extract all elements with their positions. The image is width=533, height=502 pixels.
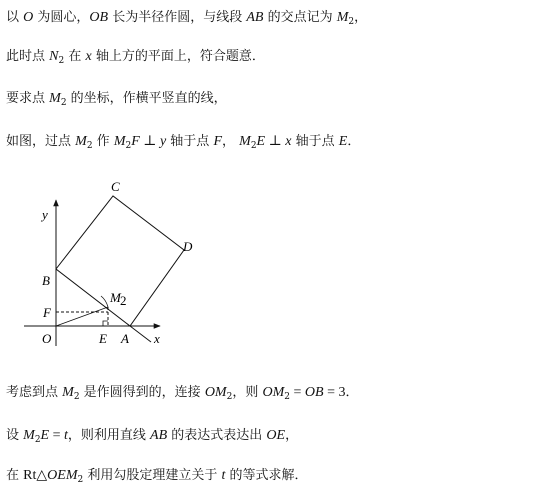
text-segment: t [221, 468, 226, 483]
text-segment: ， [285, 428, 299, 443]
text-segment: 利用勾股定理建立关于 [83, 468, 222, 483]
text-segment: 2 [125, 141, 132, 151]
text-segment: 2 [60, 98, 67, 108]
text-segment: △ [36, 468, 48, 483]
label-e: E [99, 331, 107, 346]
label-d: D [183, 239, 193, 254]
text-segment: ，则 [232, 385, 263, 400]
text-segment: t [64, 428, 68, 443]
text-segment: ，则利用直线 [67, 428, 151, 443]
text-segment: 的表达式表达出 [167, 428, 267, 443]
text-segment: 2 [73, 392, 80, 402]
text-segment: 的交点记为 [263, 10, 337, 25]
text-segment: 以 [6, 10, 24, 25]
label-x: x [154, 331, 160, 346]
text-segment: 2 [58, 56, 65, 66]
segment-o-m2 [56, 307, 108, 326]
text-segment: 作 [92, 134, 114, 149]
text-segment: F [213, 134, 222, 149]
text-segment: 长为半径作圆，与线段 [108, 10, 247, 25]
text-segment: ． [345, 385, 359, 400]
text-segment: AB [246, 10, 264, 25]
text-segment: ． [347, 134, 361, 149]
text-segment: 为圆心， [33, 10, 90, 25]
text-segment: = [49, 428, 65, 443]
text-segment: ， [354, 10, 368, 25]
text-segment: 如图，过点 [6, 134, 76, 149]
label-m2-sub: 2 [120, 293, 127, 308]
text-segment: 的等式求解． [225, 468, 308, 483]
text-segment: = 3 [323, 385, 346, 400]
text-segment: 2 [250, 141, 257, 151]
text-segment: OEM [47, 468, 78, 483]
text-segment: 轴上方的平面上，符合题意． [91, 49, 265, 64]
text-segment: 考虑到点 [6, 385, 63, 400]
text-segment: E [338, 134, 348, 149]
text-segment: M [49, 91, 61, 106]
text-segment: E [256, 134, 266, 149]
text-segment: OM [204, 385, 227, 400]
text-segment: E [40, 428, 50, 443]
right-angle-mark-e [103, 321, 108, 326]
text-segment: x [285, 134, 292, 149]
text-segment: 要求点 [6, 91, 50, 106]
text-segment: OB [304, 385, 324, 400]
text-segment: OM [262, 385, 285, 400]
text-segment: M [62, 385, 74, 400]
line-ab-extension [130, 326, 151, 342]
text-segment: 在 [6, 468, 24, 483]
text-segment: F [131, 134, 140, 149]
text-segment: x [85, 49, 92, 64]
text-segment: y [159, 134, 167, 149]
label-b: B [42, 273, 50, 288]
text-segment: OE [266, 428, 286, 443]
text-segment: 2 [284, 392, 290, 402]
text-segment: M [336, 10, 349, 25]
text-segment: OB [89, 10, 109, 25]
text-segment: M [75, 134, 87, 149]
text-segment: 2 [348, 17, 355, 27]
text-segment: 是作圆得到的，连接 [79, 385, 205, 400]
text-segment: ⊥ [265, 134, 286, 149]
text-segment: M [239, 134, 251, 149]
text-segment: = [289, 385, 305, 400]
text-segment: 轴于点 [291, 134, 339, 149]
text-segment: 在 [64, 49, 86, 64]
label-y: y [42, 207, 48, 222]
label-m2: M [110, 290, 121, 305]
text-segment: N [49, 49, 59, 64]
label-a: A [121, 331, 129, 346]
label-c: C [111, 179, 120, 194]
text-segment: 2 [34, 435, 41, 445]
text-segment: Rt [23, 468, 37, 483]
text-segment: 2 [77, 475, 84, 485]
text-segment: 2 [86, 141, 93, 151]
label-f: F [43, 305, 51, 320]
text-segment: AB [150, 428, 168, 443]
text-segment: 此时点 [6, 49, 50, 64]
text-segment: O [23, 10, 34, 25]
text-segment: M [23, 428, 35, 443]
text-segment: M [113, 134, 126, 149]
text-segment: 的坐标，作横平竖直的线， [66, 91, 227, 106]
text-segment: 设 [6, 428, 24, 443]
label-o: O [42, 331, 52, 346]
text-segment: 2 [226, 392, 233, 402]
text-segment: 轴于点 [166, 134, 214, 149]
text-segment: ⊥ [139, 134, 160, 149]
text-segment: ， [222, 134, 240, 149]
arc-near-m2 [101, 296, 108, 307]
